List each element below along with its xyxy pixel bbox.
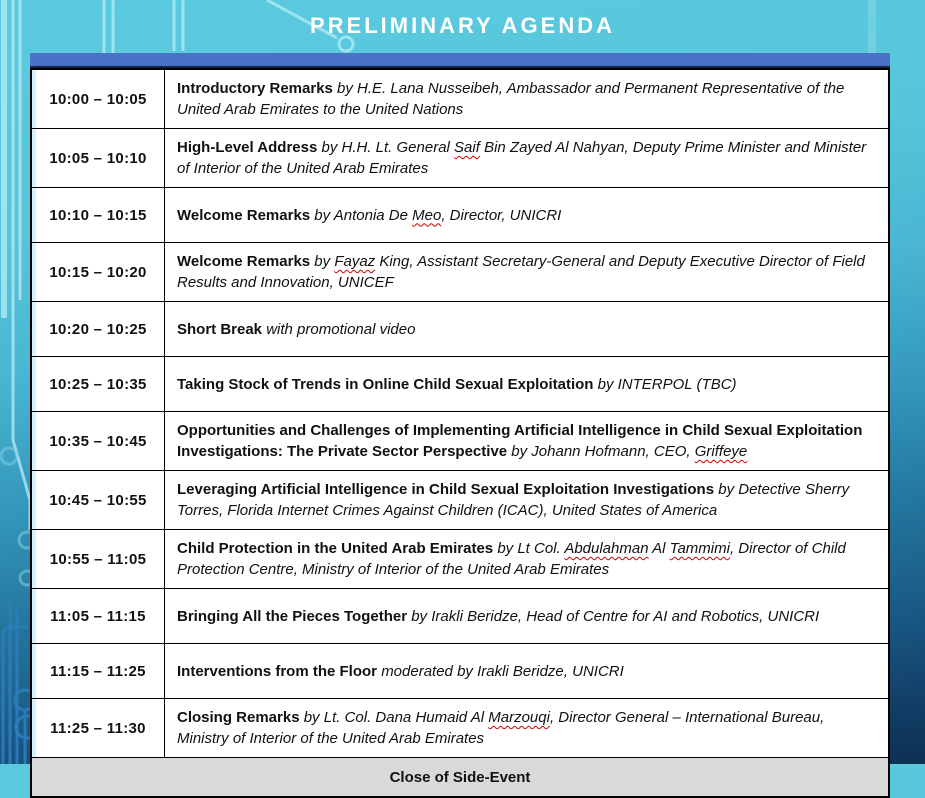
time-cell: 10:10 – 10:15	[31, 188, 165, 243]
session-description: by H.H. Lt. General Saif Bin Zayed Al Nahyan, Deputy Prime Minister and Minister of Interior of the United Arab Emirates	[177, 139, 867, 177]
session-cell	[165, 530, 890, 589]
session-cell	[165, 644, 890, 699]
session-cell	[165, 357, 890, 412]
agenda-row	[31, 644, 889, 699]
session-cell	[165, 471, 890, 530]
accent-bar	[30, 53, 890, 68]
session-description: by H.E. Lana Nusseibeh, Ambassador and Permanent Representative of the United Arab Emirates to the United Nations	[177, 80, 845, 118]
session-title: Welcome Remarks	[177, 253, 311, 270]
session-description: by Johann Hofmann, CEO, Griffeye	[511, 443, 748, 460]
misspelled-word: Marzouqi	[488, 709, 550, 726]
agenda-row	[31, 243, 889, 302]
misspelled-word: Fayaz	[334, 253, 376, 270]
session-title: Bringing All the Pieces Together	[177, 607, 408, 625]
close-row	[31, 758, 889, 798]
session-description: by INTERPOL (TBC)	[597, 375, 737, 393]
agenda-row	[31, 129, 889, 188]
session-title: Taking Stock of Trends in Online Child Sexual Exploitation	[177, 375, 594, 393]
session-cell	[165, 243, 890, 302]
agenda-row	[31, 188, 889, 243]
agenda-row	[31, 699, 889, 758]
session-description: by Antonia De Meo, Director, UNICRI	[314, 206, 562, 224]
time-cell: 10:05 – 10:10	[31, 129, 165, 188]
agenda-row	[31, 69, 889, 129]
session-cell	[165, 302, 890, 357]
time-cell: 11:15 – 11:25	[31, 644, 165, 699]
session-title: Child Protection in the United Arab Emirates	[177, 540, 494, 557]
time-cell: 11:05 – 11:15	[31, 589, 165, 644]
close-of-side-event-label: Close of Side-Event	[31, 758, 889, 798]
misspelled-word: Meo	[412, 206, 442, 224]
session-cell	[165, 69, 890, 129]
session-title: Leveraging Artificial Intelligence in Child Sexual Exploitation Investigations	[177, 481, 715, 498]
session-title: Interventions from the Floor	[177, 662, 378, 680]
session-title: Introductory Remarks	[177, 80, 333, 97]
agenda-row	[31, 412, 889, 471]
session-cell	[165, 699, 890, 758]
session-description: with promotional video	[266, 320, 416, 338]
session-description: moderated by Irakli Beridze, UNICRI	[381, 662, 624, 680]
session-description: by Fayaz King, Assistant Secretary-General and Deputy Executive Director of Field Results and Innovation, UNICEF	[177, 253, 865, 291]
session-cell	[165, 188, 890, 243]
time-cell: 10:35 – 10:45	[31, 412, 165, 471]
agenda-table-container	[30, 53, 890, 798]
page-title: PRELIMINARY AGENDA	[310, 13, 615, 38]
time-cell: 10:20 – 10:25	[31, 302, 165, 357]
agenda-table	[30, 68, 890, 798]
session-title: Short Break	[177, 320, 263, 338]
time-cell: 10:55 – 11:05	[31, 530, 165, 589]
session-title: High-Level Address	[177, 139, 318, 156]
session-description: by Detective Sherry Torres, Florida Internet Crimes Against Children (ICAC), United States of America	[177, 481, 850, 519]
misspelled-word: Tammimi	[669, 540, 730, 557]
agenda-row	[31, 302, 889, 357]
time-cell: 10:15 – 10:20	[31, 243, 165, 302]
agenda-row	[31, 530, 889, 589]
time-cell: 10:45 – 10:55	[31, 471, 165, 530]
session-description: by Lt Col. Abdulahman Al Tammimi, Director of Child Protection Centre, Ministry of Interior of the United Arab Emirates	[177, 540, 846, 578]
session-title: Welcome Remarks	[177, 206, 311, 224]
session-cell	[165, 412, 890, 471]
session-description: by Lt. Col. Dana Humaid Al Marzouqi, Director General – International Bureau, Ministry of Interior of the United Arab Emirates	[177, 709, 825, 747]
session-cell	[165, 129, 890, 188]
session-title: Closing Remarks	[177, 709, 300, 726]
misspelled-word: Abdulahman	[564, 540, 649, 557]
session-cell	[165, 589, 890, 644]
time-cell: 10:00 – 10:05	[31, 69, 165, 129]
session-description: by Irakli Beridze, Head of Centre for AI and Robotics, UNICRI	[411, 607, 820, 625]
misspelled-word: Griffeye	[694, 443, 748, 460]
time-cell: 10:25 – 10:35	[31, 357, 165, 412]
misspelled-word: Saif	[454, 139, 480, 156]
session-title: Opportunities and Challenges of Implementing Artificial Intelligence in Child Sexual Exploitation Investigations: The Private Sector Perspective	[177, 422, 863, 460]
agenda-row	[31, 471, 889, 530]
time-cell: 11:25 – 11:30	[31, 699, 165, 758]
agenda-row	[31, 357, 889, 412]
agenda-row	[31, 589, 889, 644]
